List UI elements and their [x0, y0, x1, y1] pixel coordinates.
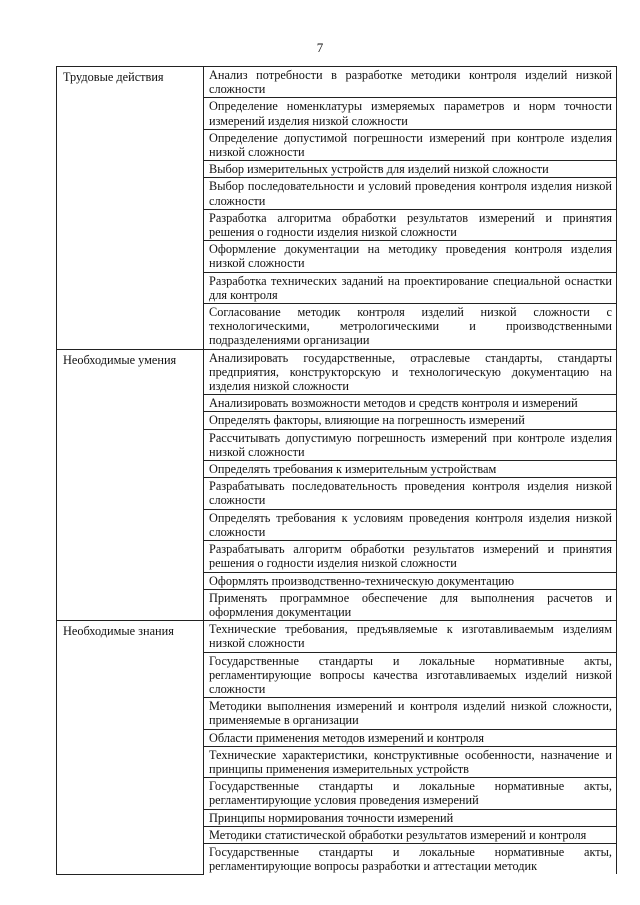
- table-cell-item: Определение номенклатуры измеряемых параметров и норм точности измерений изделия низкой сложности: [204, 98, 617, 129]
- table-cell-item: Оформлять производственно-техническую документацию: [204, 572, 617, 589]
- table-cell-item: Области применения методов измерений и контроля: [204, 729, 617, 746]
- table-cell-item: Применять программное обеспечение для выполнения расчетов и оформления документации: [204, 589, 617, 620]
- section-title-required-knowledge: Необходимые знания: [57, 621, 204, 875]
- section-title-labor-actions: Трудовые действия: [57, 67, 204, 350]
- table-row: [57, 621, 617, 652]
- table-cell-item: Разработка алгоритма обработки результатов измерений и принятия решения о годности изделия низкой сложности: [204, 209, 617, 240]
- table-cell-item: Принципы нормирования точности измерений: [204, 809, 617, 826]
- competency-table-body: [57, 67, 617, 875]
- table-cell-item: Выбор измерительных устройств для изделий низкой сложности: [204, 161, 617, 178]
- table-row: [57, 67, 617, 98]
- table-cell-item: Анализировать возможности методов и средств контроля и измерений: [204, 395, 617, 412]
- table-cell-item: Государственные стандарты и локальные нормативные акты, регламентирующие условия проведения измерений: [204, 778, 617, 809]
- table-cell-item: Разрабатывать последовательность проведения контроля изделия низкой сложности: [204, 478, 617, 509]
- table-cell-item: Технические требования, предъявляемые к изготавливаемым изделиям низкой сложности: [204, 621, 617, 652]
- table-cell-item: Определять требования к измерительным устройствам: [204, 461, 617, 478]
- table-cell-item: Оформление документации на методику проведения контроля изделия низкой сложности: [204, 241, 617, 272]
- table-cell-item: Определение допустимой погрешности измерений при контроле изделия низкой сложности: [204, 129, 617, 160]
- table-cell-item: Методики статистической обработки результатов измерений и контроля: [204, 826, 617, 843]
- table-cell-item: Государственные стандарты и локальные нормативные акты, регламентирующие вопросы качества изготавливаемых изделий низкой сложности: [204, 652, 617, 698]
- table-cell-item: Согласование методик контроля изделий низкой сложности с технологическими, метрологическими и производственными подразделениями организации: [204, 304, 617, 350]
- section-title-required-skills: Необходимые умения: [57, 349, 204, 620]
- table-cell-item: Разработка технических заданий на проектирование специальной оснастки для контроля: [204, 272, 617, 303]
- table-cell-item: Выбор последовательности и условий проведения контроля изделия низкой сложности: [204, 178, 617, 209]
- table-cell-item: Рассчитывать допустимую погрешность измерений при контроле изделия низкой сложности: [204, 429, 617, 460]
- page-number: 7: [316, 40, 324, 55]
- table-row: [57, 349, 617, 395]
- table-cell-item: Государственные стандарты и локальные нормативные акты, регламентирующие вопросы разработки и аттестации методик: [204, 843, 617, 874]
- table-cell-item: Анализировать государственные, отраслевые стандарты, стандарты предприятия, конструкторскую и технологическую документацию на изделия низкой сложности: [204, 349, 617, 395]
- table-cell-item: Определять требования к условиям проведения контроля изделия низкой сложности: [204, 509, 617, 540]
- table-cell-item: Технические характеристики, конструктивные особенности, назначение и принципы применения измерительных устройств: [204, 746, 617, 777]
- table-cell-item: Разрабатывать алгоритм обработки результатов измерений и принятия решения о годности изделия низкой сложности: [204, 541, 617, 572]
- competency-table: [56, 66, 617, 875]
- table-cell-item: Методики выполнения измерений и контроля изделий низкой сложности, применяемые в организации: [204, 698, 617, 729]
- table-cell-item: Анализ потребности в разработке методики контроля изделий низкой сложности: [204, 67, 617, 98]
- table-cell-item: Определять факторы, влияющие на погрешность измерений: [204, 412, 617, 429]
